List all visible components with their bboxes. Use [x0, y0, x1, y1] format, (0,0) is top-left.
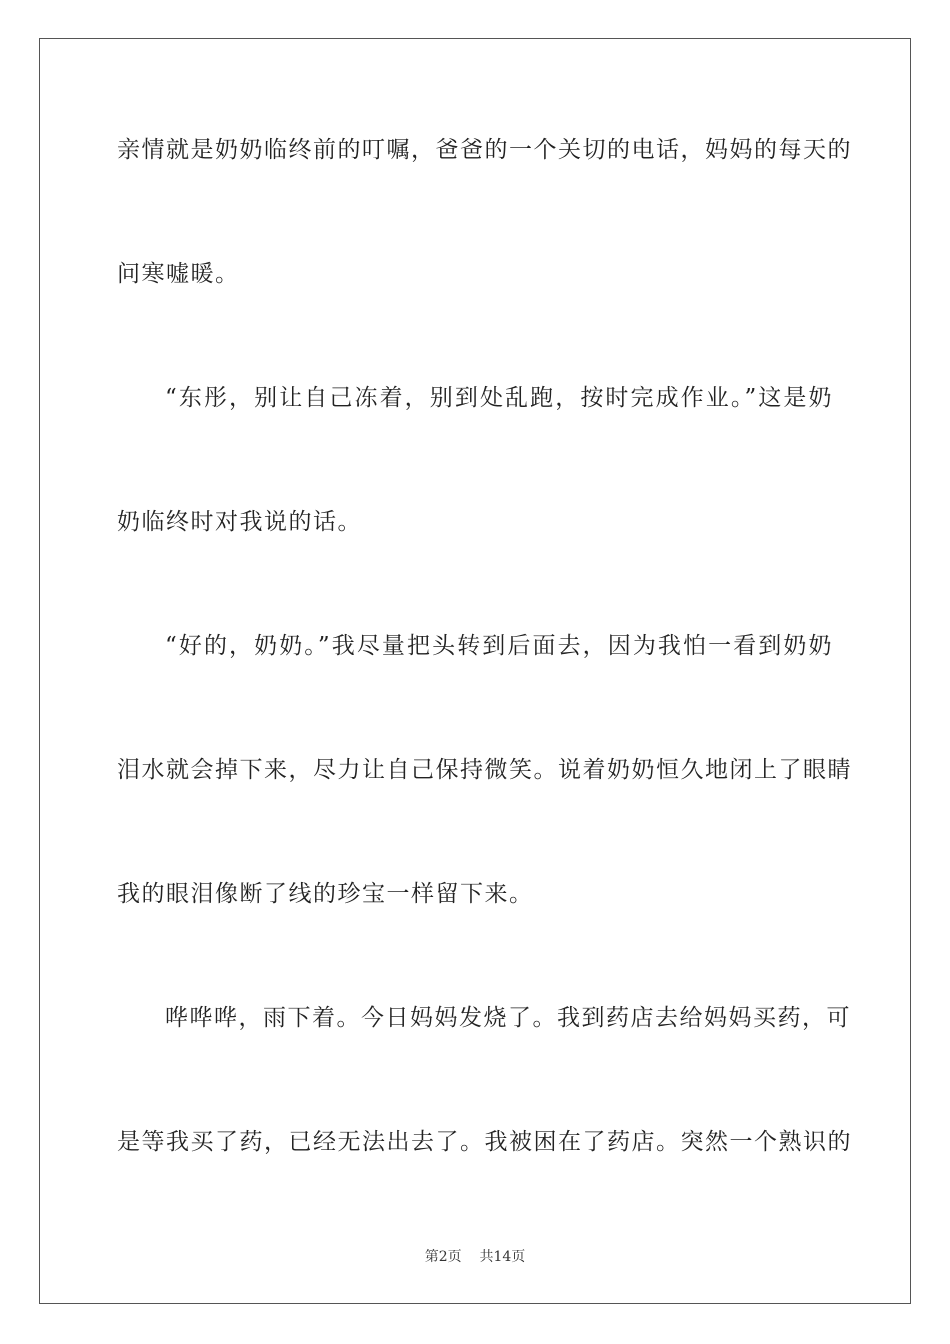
text-line-5: “好的，奶奶。”我尽量把头转到后面去，因为我怕一看到奶奶 — [165, 633, 833, 659]
total-pages: 共14页 — [479, 1249, 526, 1265]
page-footer — [0, 1247, 950, 1267]
text-line-4: 奶临终时对我说的话。 — [117, 509, 362, 535]
page-number: 第2页 — [424, 1249, 462, 1265]
text-line-1: 亲情就是奶奶临终前的叮嘱，爸爸的一个关切的电话，妈妈的每天的 — [117, 137, 852, 163]
text-line-6: 泪水就会掉下来，尽力让自己保持微笑。说着奶奶恒久地闭上了眼睛 — [117, 757, 852, 783]
text-line-8: 哗哗哗，雨下着。今日妈妈发烧了。我到药店去给妈妈买药，可 — [165, 1005, 851, 1031]
text-line-3: “东彤，别让自己冻着，别到处乱跑，按时完成作业。”这是奶 — [165, 385, 833, 411]
text-line-7: 我的眼泪像断了线的珍宝一样留下来。 — [117, 881, 534, 907]
text-line-9: 是等我买了药，已经无法出去了。我被困在了药店。突然一个熟识的 — [117, 1129, 852, 1155]
page-border — [39, 38, 911, 1304]
text-line-2: 问寒嘘暖。 — [117, 261, 240, 287]
